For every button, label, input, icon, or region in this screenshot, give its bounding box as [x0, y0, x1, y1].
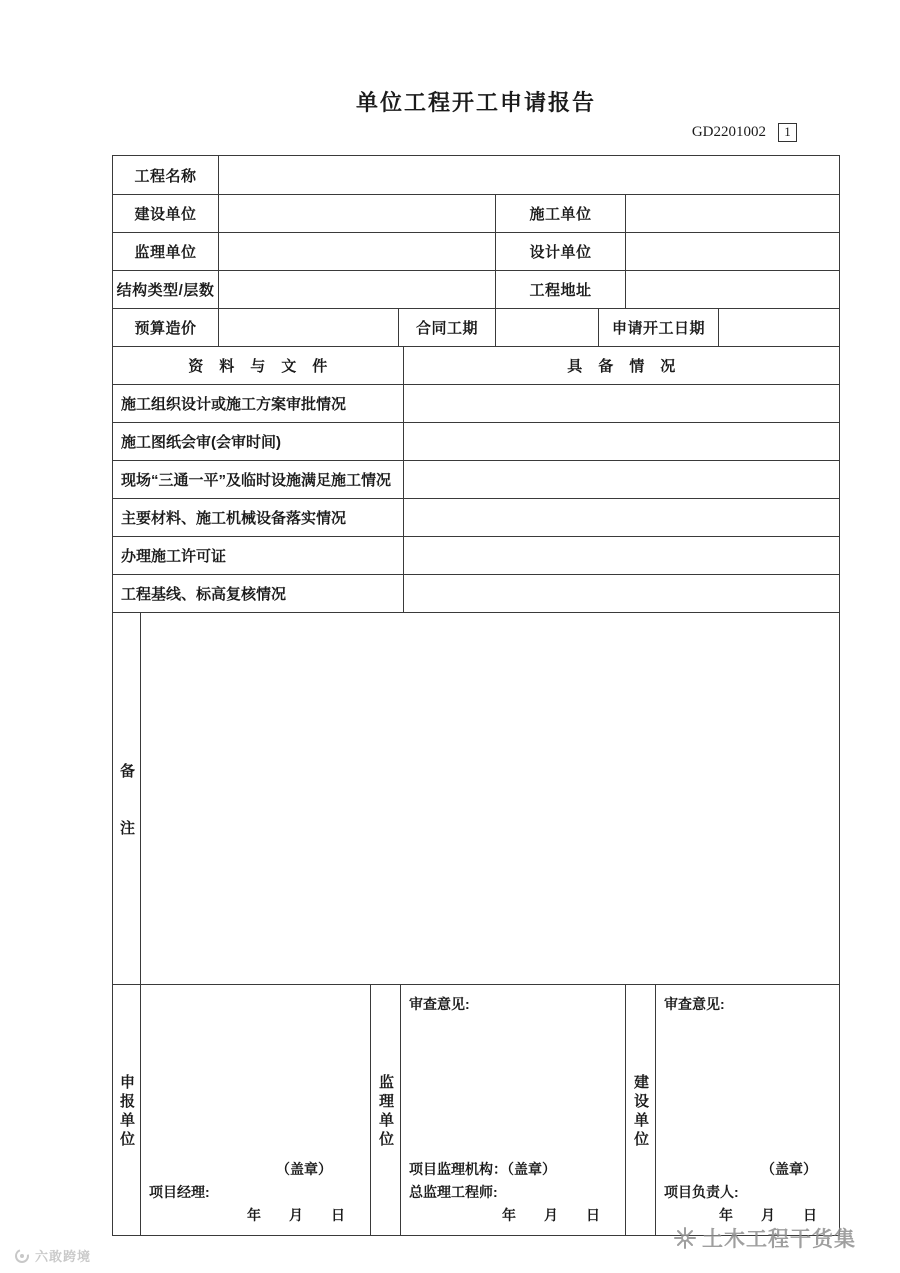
doc-item-row: [113, 575, 839, 613]
supervisor-unit-label: 监理单位: [377, 1074, 394, 1150]
applicant-signer-line: 项目经理:: [149, 1184, 210, 1200]
doc-item-label-1: 施工图纸会审(会审时间): [113, 423, 404, 461]
doc-item-value-3: [404, 499, 839, 537]
form-title: 单位工程开工申请报告: [355, 90, 596, 115]
supervision-unit-label: 监理单位: [113, 233, 219, 271]
row-budget-duration-date: [113, 309, 839, 347]
doc-item-label-5: 工程基线、标高复核情况: [113, 575, 404, 613]
doc-item-label-3: 主要材料、施工机械设备落实情况: [113, 499, 404, 537]
applicant-date-line: 年 月 日: [247, 1207, 345, 1223]
construction-unit-label: 建设单位: [113, 195, 219, 233]
remarks-label-cell: [113, 613, 141, 985]
builder-review-label: 审查意见:: [664, 996, 725, 1012]
doc-item-row: [113, 499, 839, 537]
form-code: GD2201002: [691, 123, 766, 140]
applicant-unit-label: 申报单位: [118, 1074, 135, 1150]
row-project-name: [113, 156, 839, 195]
doc-item-row: [113, 423, 839, 461]
doc-item-label-0: 施工组织设计或施工方案审批情况: [113, 385, 404, 423]
supervisor-signature-area: [401, 985, 626, 1235]
builder-unit-label: 建设单位: [632, 1074, 649, 1150]
builder-signature-area: [656, 985, 839, 1235]
construction-unit-value: [219, 195, 496, 233]
form-code-line: [112, 121, 840, 143]
watermark-bottom-right: [674, 1223, 856, 1253]
doc-item-value-4: [404, 537, 839, 575]
contractor-label: 施工单位: [496, 195, 626, 233]
doc-item-row: [113, 537, 839, 575]
row-units-2: [113, 233, 839, 271]
structure-type-value: [219, 271, 496, 309]
builder-date-line: 年 月 日: [719, 1207, 817, 1223]
doc-item-row: [113, 385, 839, 423]
doc-item-value-0: [404, 385, 839, 423]
design-unit-value: [626, 233, 839, 271]
row-remarks: [113, 613, 839, 985]
row-structure-address: [113, 271, 839, 309]
project-address-value: [626, 271, 839, 309]
doc-item-label-2: 现场“三通一平”及临时设施满足施工情况: [113, 461, 404, 499]
row-signatures: [113, 985, 839, 1235]
watermark-right-compass-icon: [674, 1227, 696, 1249]
page-number-box: 1: [778, 123, 797, 142]
builder-seal-line: （盖章）: [761, 1161, 817, 1177]
builder-unit-label-cell: [626, 985, 656, 1235]
row-docs-header: [113, 347, 839, 385]
contractor-value: [626, 195, 839, 233]
applicant-unit-label-cell: [113, 985, 141, 1235]
applicant-signature-area: [141, 985, 371, 1235]
design-unit-label: 设计单位: [496, 233, 626, 271]
budget-label: 预算造价: [113, 309, 219, 347]
doc-item-row: [113, 461, 839, 499]
watermark-left-text: 六敢跨境: [35, 1249, 92, 1264]
watermark-left-logo-icon: [14, 1248, 30, 1264]
doc-item-value-2: [404, 461, 839, 499]
doc-item-value-1: [404, 423, 839, 461]
remarks-label: 备注: [118, 762, 135, 877]
availability-header: 具 备 情 况: [404, 347, 839, 385]
supervision-unit-value: [219, 233, 496, 271]
contract-duration-value: [496, 309, 599, 347]
watermark-bottom-left: [14, 1246, 91, 1265]
doc-item-value-5: [404, 575, 839, 613]
structure-type-label: 结构类型/层数: [113, 271, 219, 309]
supervisor-org-seal-line: 项目监理机构：（盖章）: [409, 1161, 556, 1177]
row-units-1: [113, 195, 839, 233]
project-name-label: 工程名称: [113, 156, 219, 195]
watermark-right-text: 土木工程干货集: [702, 1228, 856, 1251]
remarks-area: [141, 613, 839, 985]
start-date-value: [719, 309, 839, 347]
doc-item-label-4: 办理施工许可证: [113, 537, 404, 575]
supervisor-date-line: 年 月 日: [502, 1207, 600, 1223]
documents-header: 资 料 与 文 件: [113, 347, 404, 385]
contract-duration-label: 合同工期: [399, 309, 496, 347]
start-date-label: 申请开工日期: [599, 309, 719, 347]
budget-value: [219, 309, 399, 347]
project-name-value: [219, 156, 839, 195]
builder-signer-line: 项目负责人:: [664, 1184, 739, 1200]
applicant-seal-line: （盖章）: [276, 1161, 332, 1177]
supervisor-signer-line: 总监理工程师:: [409, 1184, 498, 1200]
supervisor-review-label: 审查意见:: [409, 996, 470, 1012]
form-table: [112, 155, 840, 1236]
project-address-label: 工程地址: [496, 271, 626, 309]
supervisor-unit-label-cell: [371, 985, 401, 1235]
